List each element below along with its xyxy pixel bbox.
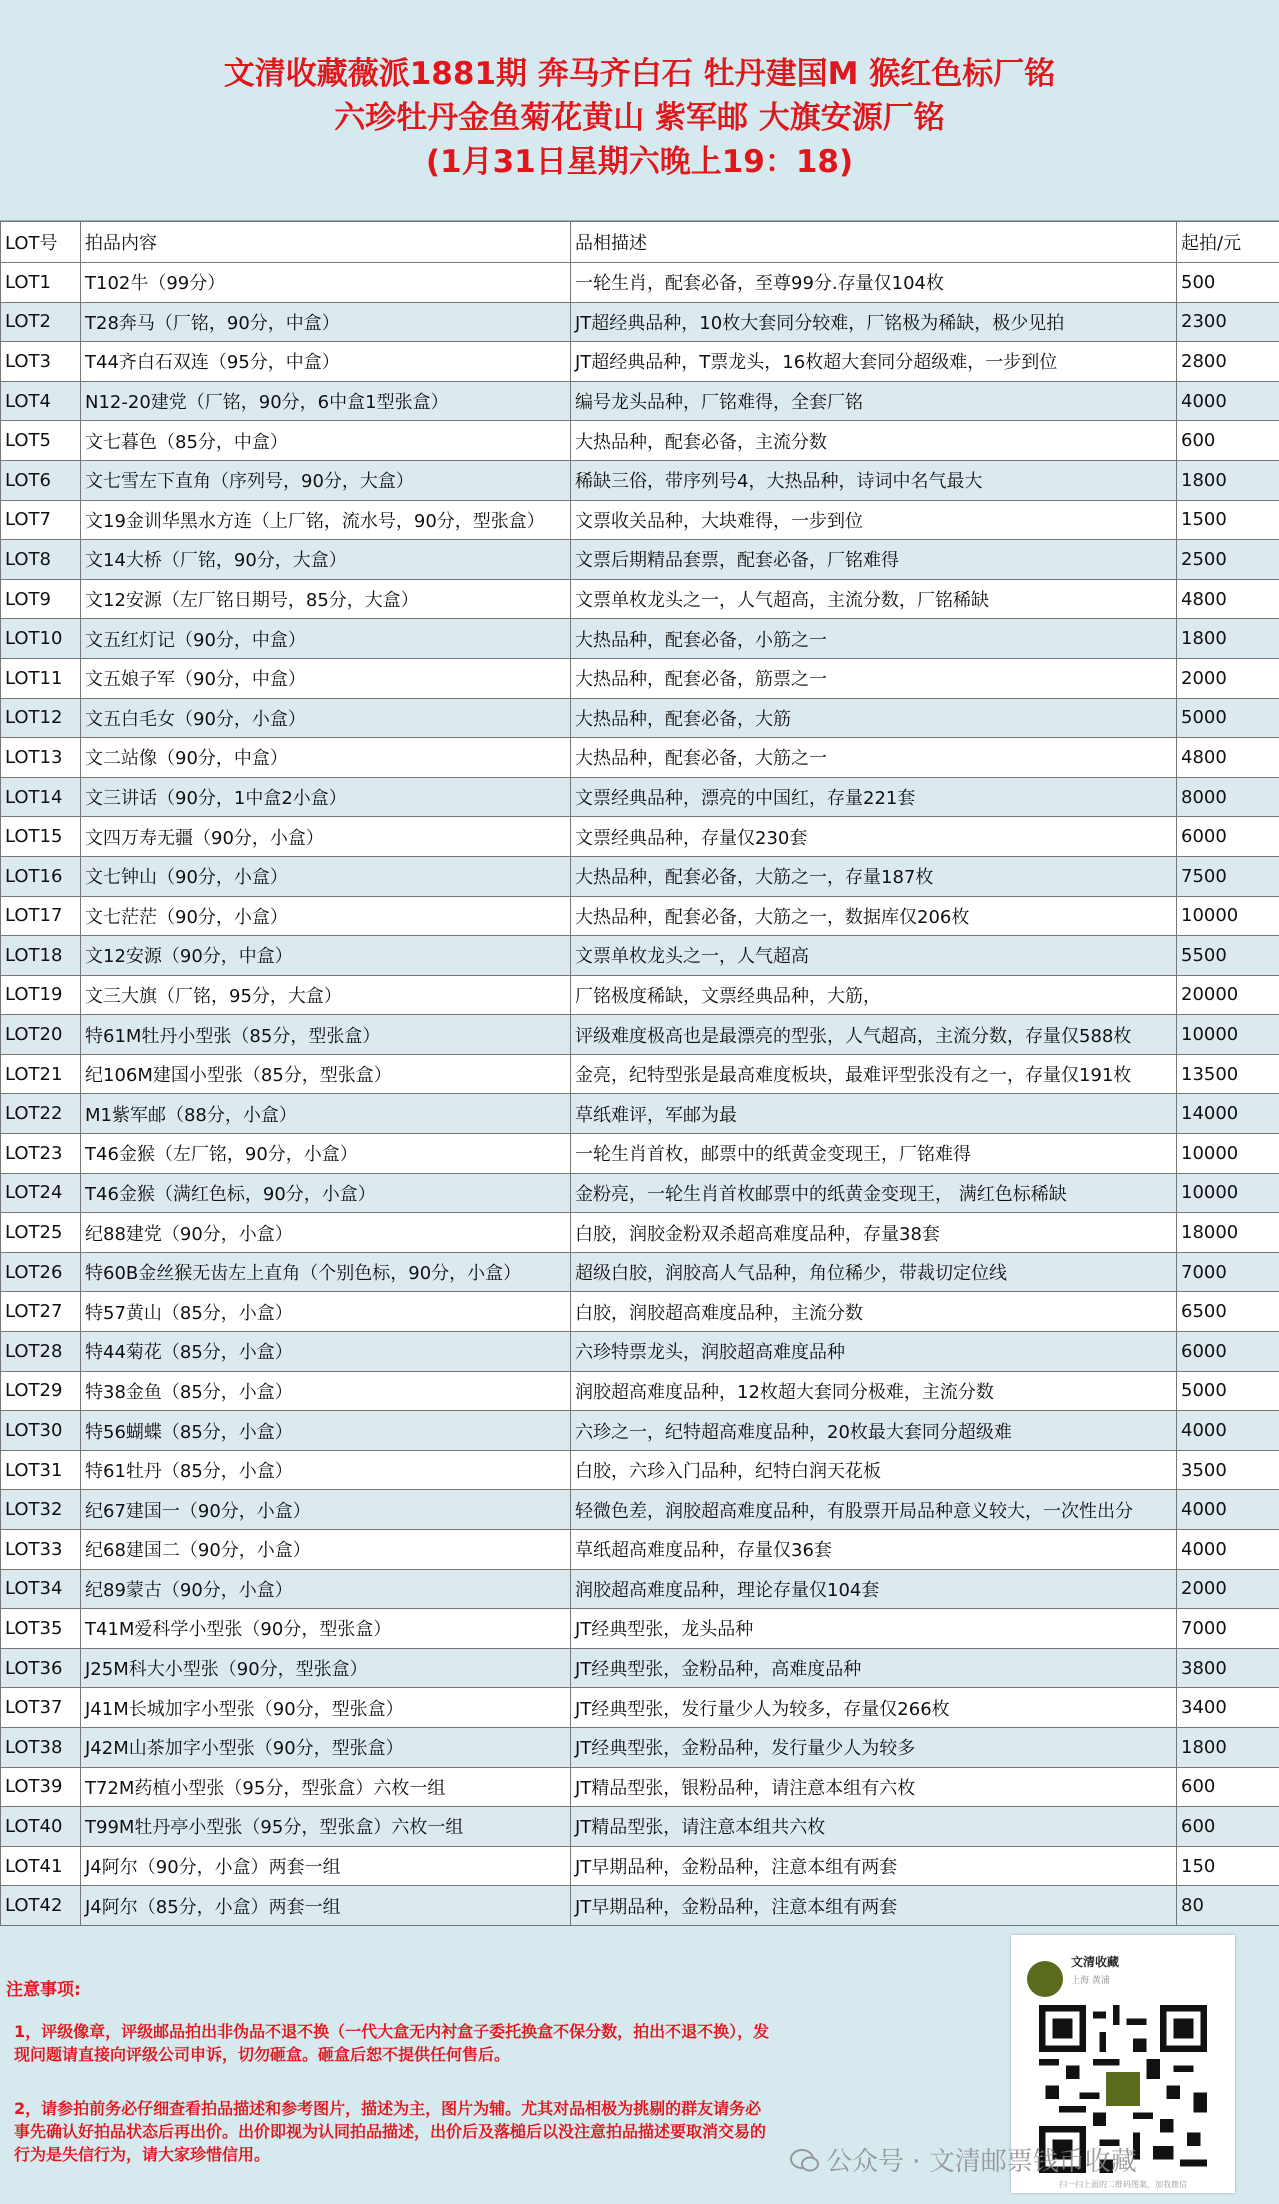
lot-content-cell: 特57黄山（85分，小盒） (81, 1292, 571, 1332)
lot-number-cell: LOT4 (1, 381, 81, 421)
lot-content-cell: N12-20建党（厂铭，90分，6中盒1型张盒） (81, 381, 571, 421)
lot-price-cell: 4800 (1177, 579, 1279, 619)
lot-content-cell: 特61牡丹（85分，小盒） (81, 1450, 571, 1490)
lot-description-cell: 大热品种，配套必备，大筋之一 (571, 738, 1177, 778)
lot-description-cell: 白胶，润胶超高难度品种，主流分数 (571, 1292, 1177, 1332)
table-row (1, 1054, 1279, 1094)
lot-price-cell: 3400 (1177, 1688, 1279, 1728)
table-row (1, 540, 1279, 580)
table-row (1, 1411, 1279, 1451)
lot-price-cell: 10000 (1177, 1015, 1279, 1055)
lot-number-cell: LOT2 (1, 302, 81, 342)
lot-number-cell: LOT8 (1, 540, 81, 580)
table-row (1, 1767, 1279, 1807)
lot-content-cell: 纪88建党（90分，小盒） (81, 1213, 571, 1253)
lot-price-cell: 2000 (1177, 658, 1279, 698)
lot-price-cell: 3800 (1177, 1648, 1279, 1688)
lot-number-cell: LOT36 (1, 1648, 81, 1688)
lot-price-cell: 10000 (1177, 1134, 1279, 1174)
lot-price-cell: 13500 (1177, 1054, 1279, 1094)
lot-price-cell: 8000 (1177, 777, 1279, 817)
lot-price-cell: 4000 (1177, 1530, 1279, 1570)
lot-content-cell: T28奔马（厂铭，90分，中盒） (81, 302, 571, 342)
lot-number-cell: LOT18 (1, 936, 81, 976)
lot-content-cell: 纪89蒙古（90分，小盒） (81, 1569, 571, 1609)
lot-number-cell: LOT27 (1, 1292, 81, 1332)
lot-description-cell: 金粉亮，一轮生肖首枚邮票中的纸黄金变现王， 满红色标稀缺 (571, 1173, 1177, 1213)
table-row (1, 579, 1279, 619)
lot-price-cell: 4000 (1177, 1411, 1279, 1451)
notes-section (0, 1927, 1279, 2204)
lot-content-cell: T99M牡丹亭小型张（95分，型张盒）六枚一组 (81, 1807, 571, 1847)
lot-description-cell: JT早期品种，金粉品种，注意本组有两套 (571, 1846, 1177, 1886)
lot-number-cell: LOT1 (1, 263, 81, 303)
lot-number-cell: LOT29 (1, 1371, 81, 1411)
lot-number-cell: LOT16 (1, 856, 81, 896)
table-row (1, 1609, 1279, 1649)
lot-description-cell: JT超经典品种，T票龙头，16枚超大套同分超级难，一步到位 (571, 342, 1177, 382)
table-row (1, 1846, 1279, 1886)
lot-price-cell: 2300 (1177, 302, 1279, 342)
lot-number-cell: LOT14 (1, 777, 81, 817)
lot-description-cell: 六珍特票龙头，润胶超高难度品种 (571, 1332, 1177, 1372)
lot-number-cell: LOT24 (1, 1173, 81, 1213)
lot-price-cell: 4000 (1177, 1490, 1279, 1530)
lot-content-cell: J42M山茶加字小型张（90分，型张盒） (81, 1727, 571, 1767)
lot-description-cell: 文票经典品种，漂亮的中国红，存量221套 (571, 777, 1177, 817)
lot-content-cell: M1紫军邮（88分，小盒） (81, 1094, 571, 1134)
table-row (1, 619, 1279, 659)
lot-price-cell: 600 (1177, 1767, 1279, 1807)
lot-content-cell: 纪106M建国小型张（85分，型张盒） (81, 1054, 571, 1094)
lot-number-cell: LOT3 (1, 342, 81, 382)
lot-content-cell: 特44菊花（85分，小盒） (81, 1332, 571, 1372)
lot-price-cell: 3500 (1177, 1450, 1279, 1490)
lot-number-cell: LOT25 (1, 1213, 81, 1253)
lot-price-cell: 7500 (1177, 856, 1279, 896)
lot-description-cell: 金亮，纪特型张是最高难度板块，最难评型张没有之一，存量仅191枚 (571, 1054, 1177, 1094)
lot-content-cell: 文12安源（左厂铭日期号，85分，大盒） (81, 579, 571, 619)
lot-description-cell: JT精品型张，银粉品种，请注意本组有六枚 (571, 1767, 1177, 1807)
table-row (1, 856, 1279, 896)
lot-price-cell: 1800 (1177, 1727, 1279, 1767)
lot-content-cell: 文19金训华黑水方连（上厂铭，流水号，90分，型张盒） (81, 500, 571, 540)
lot-price-cell: 6000 (1177, 817, 1279, 857)
lot-price-cell: 14000 (1177, 1094, 1279, 1134)
lot-content-cell: 文五红灯记（90分，中盒） (81, 619, 571, 659)
lot-content-cell: T102牛（99分） (81, 263, 571, 303)
lot-price-cell: 1800 (1177, 619, 1279, 659)
lot-price-cell: 150 (1177, 1846, 1279, 1886)
column-header-lot: LOT号 (1, 222, 81, 263)
lot-description-cell: 润胶超高难度品种，12枚超大套同分极难，主流分数 (571, 1371, 1177, 1411)
table-row (1, 1530, 1279, 1570)
lot-table (0, 221, 1279, 1926)
lot-content-cell: T46金猴（左厂铭，90分，小盒） (81, 1134, 571, 1174)
lot-price-cell: 2000 (1177, 1569, 1279, 1609)
table-row (1, 342, 1279, 382)
lot-content-cell: 文五白毛女（90分，小盒） (81, 698, 571, 738)
lot-content-cell: J41M长城加字小型张（90分，型张盒） (81, 1688, 571, 1728)
lot-description-cell: 文票后期精品套票，配套必备，厂铭难得 (571, 540, 1177, 580)
lot-description-cell: 大热品种，配套必备，大筋之一，存量187枚 (571, 856, 1177, 896)
lot-price-cell: 10000 (1177, 896, 1279, 936)
lot-content-cell: 文二站像（90分，中盒） (81, 738, 571, 778)
lot-content-cell: 特56蝴蝶（85分，小盒） (81, 1411, 571, 1451)
lot-description-cell: 草纸难评，军邮为最 (571, 1094, 1177, 1134)
watermark (790, 2141, 1137, 2178)
lot-number-cell: LOT11 (1, 658, 81, 698)
lot-description-cell: 大热品种，配套必备，大筋之一，数据库仅206枚 (571, 896, 1177, 936)
lot-description-cell: 文票单枚龙头之一，人气超高，主流分数，厂铭稀缺 (571, 579, 1177, 619)
lot-number-cell: LOT38 (1, 1727, 81, 1767)
table-row (1, 896, 1279, 936)
lot-price-cell: 18000 (1177, 1213, 1279, 1253)
table-row (1, 1332, 1279, 1372)
lot-content-cell: 纪67建国一（90分，小盒） (81, 1490, 571, 1530)
lot-content-cell: J4阿尔（85分，小盒）两套一组 (81, 1886, 571, 1926)
lot-number-cell: LOT39 (1, 1767, 81, 1807)
lot-price-cell: 1800 (1177, 460, 1279, 500)
lot-price-cell: 2500 (1177, 540, 1279, 580)
table-row (1, 777, 1279, 817)
lot-number-cell: LOT5 (1, 421, 81, 461)
lot-description-cell: 大热品种，配套必备，小筋之一 (571, 619, 1177, 659)
lot-number-cell: LOT17 (1, 896, 81, 936)
qr-caption: 扫一扫上面的二维码图案，加我微信 (1059, 2180, 1187, 2189)
title-line-1: 文清收藏薇派1881期 奔马齐白石 牡丹建国M 猴红色标厂铭 (223, 56, 1056, 92)
table-row (1, 1807, 1279, 1847)
note-2: 2，请参拍前务必仔细查看拍品描述和参考图片，描述为主，图片为辅。尤其对品相极为挑剔的群友请务必事先确认好拍品状态后再出价。出价即视为认同拍品描述，出价后及落槌后以没注意拍品描述要取消交易的行为是失信行为，请大家珍惜信用。 (14, 2099, 767, 2164)
lot-description-cell: 文票经典品种，存量仅230套 (571, 817, 1177, 857)
table-row (1, 381, 1279, 421)
table-header-row (1, 222, 1279, 263)
lot-price-cell: 600 (1177, 421, 1279, 461)
lot-content-cell: 文五娘子军（90分，中盒） (81, 658, 571, 698)
lot-description-cell: JT经典型张，龙头品种 (571, 1609, 1177, 1649)
lot-content-cell: 文七暮色（85分，中盒） (81, 421, 571, 461)
lot-number-cell: LOT28 (1, 1332, 81, 1372)
table-row (1, 817, 1279, 857)
lot-content-cell: 纪68建国二（90分，小盒） (81, 1530, 571, 1570)
table-row (1, 1450, 1279, 1490)
lot-number-cell: LOT19 (1, 975, 81, 1015)
lot-description-cell: 白胶，六珍入门品种，纪特白润天花板 (571, 1450, 1177, 1490)
lot-price-cell: 80 (1177, 1886, 1279, 1926)
table-row (1, 738, 1279, 778)
title-line-2: 六珍牡丹金鱼菊花黄山 紫军邮 大旗安源厂铭 (334, 100, 945, 136)
table-row (1, 936, 1279, 976)
lot-content-cell: 文七茫茫（90分，小盒） (81, 896, 571, 936)
table-row (1, 1213, 1279, 1253)
lot-number-cell: LOT35 (1, 1609, 81, 1649)
lot-number-cell: LOT7 (1, 500, 81, 540)
lot-price-cell: 5500 (1177, 936, 1279, 976)
lot-price-cell: 20000 (1177, 975, 1279, 1015)
lot-number-cell: LOT37 (1, 1688, 81, 1728)
lot-number-cell: LOT31 (1, 1450, 81, 1490)
lot-number-cell: LOT13 (1, 738, 81, 778)
table-row (1, 1094, 1279, 1134)
lot-content-cell: 特61M牡丹小型张（85分，型张盒） (81, 1015, 571, 1055)
table-row (1, 1015, 1279, 1055)
column-header-start-price: 起拍/元 (1177, 222, 1279, 263)
lot-content-cell: 特38金鱼（85分，小盒） (81, 1371, 571, 1411)
lot-number-cell: LOT15 (1, 817, 81, 857)
lot-price-cell: 600 (1177, 1807, 1279, 1847)
lot-description-cell: 编号龙头品种，厂铭难得，全套厂铭 (571, 381, 1177, 421)
lot-description-cell: JT经典型张，金粉品种，发行量少人为较多 (571, 1727, 1177, 1767)
lot-description-cell: 厂铭极度稀缺，文票经典品种，大筋， (571, 975, 1177, 1015)
lot-price-cell: 5000 (1177, 698, 1279, 738)
lot-description-cell: 六珍之一，纪特超高难度品种，20枚最大套同分超级难 (571, 1411, 1177, 1451)
table-row (1, 1688, 1279, 1728)
table-row (1, 1886, 1279, 1926)
lot-content-cell: T41M爱科学小型张（90分，型张盒） (81, 1609, 571, 1649)
table-row (1, 421, 1279, 461)
lot-description-cell: 大热品种，配套必备，筋票之一 (571, 658, 1177, 698)
lot-description-cell: JT精品型张，请注意本组共六枚 (571, 1807, 1177, 1847)
qr-account-name: 文清收藏 (1071, 1955, 1120, 1969)
lot-number-cell: LOT21 (1, 1054, 81, 1094)
lot-content-cell: J25M科大小型张（90分，型张盒） (81, 1648, 571, 1688)
lot-number-cell: LOT26 (1, 1252, 81, 1292)
lot-price-cell: 5000 (1177, 1371, 1279, 1411)
lot-description-cell: 大热品种，配套必备，主流分数 (571, 421, 1177, 461)
lot-description-cell: JT超经典品种，10枚大套同分较难，厂铭极为稀缺，极少见拍 (571, 302, 1177, 342)
table-row (1, 263, 1279, 303)
lot-number-cell: LOT33 (1, 1530, 81, 1570)
lot-content-cell: 文12安源（90分，中盒） (81, 936, 571, 976)
lot-number-cell: LOT40 (1, 1807, 81, 1847)
lot-number-cell: LOT9 (1, 579, 81, 619)
lot-content-cell: 文七钟山（90分，小盒） (81, 856, 571, 896)
lot-description-cell: JT早期品种，金粉品种，注意本组有两套 (571, 1886, 1177, 1926)
lot-description-cell: 文票收关品种，大块难得，一步到位 (571, 500, 1177, 540)
column-header-content: 拍品内容 (81, 222, 571, 263)
lot-price-cell: 6000 (1177, 1332, 1279, 1372)
table-row (1, 1371, 1279, 1411)
lot-content-cell: 文四万寿无疆（90分，小盒） (81, 817, 571, 857)
table-row (1, 1490, 1279, 1530)
table-row (1, 1727, 1279, 1767)
lot-number-cell: LOT30 (1, 1411, 81, 1451)
lot-number-cell: LOT32 (1, 1490, 81, 1530)
lot-description-cell: 文票单枚龙头之一，人气超高 (571, 936, 1177, 976)
lot-number-cell: LOT34 (1, 1569, 81, 1609)
table-row (1, 500, 1279, 540)
lot-price-cell: 2800 (1177, 342, 1279, 382)
column-header-description: 品相描述 (571, 222, 1177, 263)
lot-description-cell: 轻微色差，润胶超高难度品种，有股票开局品种意义较大，一次性出分 (571, 1490, 1177, 1530)
lot-content-cell: 文14大桥（厂铭，90分，大盒） (81, 540, 571, 580)
qr-location: 上海 黄浦 (1071, 1976, 1110, 1986)
page-header (0, 0, 1279, 221)
table-row (1, 1292, 1279, 1332)
lot-number-cell: LOT41 (1, 1846, 81, 1886)
lot-number-cell: LOT12 (1, 698, 81, 738)
table-row (1, 1134, 1279, 1174)
table-row (1, 1173, 1279, 1213)
lot-number-cell: LOT22 (1, 1094, 81, 1134)
table-row (1, 698, 1279, 738)
lot-description-cell: 超级白胶，润胶高人气品种，角位稀少，带裁切定位线 (571, 1252, 1177, 1292)
lot-price-cell: 7000 (1177, 1252, 1279, 1292)
table-row (1, 975, 1279, 1015)
lot-number-cell: LOT23 (1, 1134, 81, 1174)
lot-description-cell: JT经典型张，金粉品种，高难度品种 (571, 1648, 1177, 1688)
lot-description-cell: 草纸超高难度品种，存量仅36套 (571, 1530, 1177, 1570)
table-row (1, 302, 1279, 342)
lot-price-cell: 4000 (1177, 381, 1279, 421)
lot-number-cell: LOT10 (1, 619, 81, 659)
lot-content-cell: T72M药植小型张（95分，型张盒）六枚一组 (81, 1767, 571, 1807)
wechat-icon (790, 2149, 820, 2173)
watermark-text: 公众号 · 文清邮票钱币收藏 (826, 2147, 1137, 2177)
lot-price-cell: 6500 (1177, 1292, 1279, 1332)
lot-description-cell: 大热品种，配套必备，大筋 (571, 698, 1177, 738)
lot-price-cell: 4800 (1177, 738, 1279, 778)
lot-description-cell: 白胶，润胶金粉双杀超高难度品种，存量38套 (571, 1213, 1177, 1253)
lot-description-cell: 一轮生肖首枚，邮票中的纸黄金变现王，厂铭难得 (571, 1134, 1177, 1174)
lot-content-cell: T44齐白石双连（95分，中盒） (81, 342, 571, 382)
lot-price-cell: 10000 (1177, 1173, 1279, 1213)
lot-number-cell: LOT6 (1, 460, 81, 500)
lot-description-cell: JT经典型张，发行量少人为较多，存量仅266枚 (571, 1688, 1177, 1728)
table-row (1, 1252, 1279, 1292)
lot-number-cell: LOT20 (1, 1015, 81, 1055)
lot-content-cell: 文七雪左下直角（序列号，90分，大盒） (81, 460, 571, 500)
lot-description-cell: 稀缺三俗，带序列号4，大热品种，诗词中名气最大 (571, 460, 1177, 500)
lot-price-cell: 7000 (1177, 1609, 1279, 1649)
notes-title: 注意事项: (6, 1980, 81, 2000)
lot-description-cell: 润胶超高难度品种，理论存量仅104套 (571, 1569, 1177, 1609)
lot-price-cell: 500 (1177, 263, 1279, 303)
lot-description-cell: 一轮生肖，配套必备，至尊99分.存量仅104枚 (571, 263, 1177, 303)
note-1: 1，评级像章，评级邮品拍出非伪品不退不换（一代大盒无内衬盒子委托换盒不保分数，拍出不退不换），发现问题请直接向评级公司申诉，切勿砸盒。砸盒后恕不提供任何售后。 (14, 2022, 770, 2064)
title-line-3: (1月31日星期六晚上19：18) (425, 144, 854, 180)
logo-icon (1027, 1961, 1063, 1997)
lot-content-cell: 文三大旗（厂铭，95分，大盒） (81, 975, 571, 1015)
lot-content-cell: 特60B金丝猴无齿左上直角（个别色标，90分，小盒） (81, 1252, 571, 1292)
table-row (1, 658, 1279, 698)
lot-content-cell: J4阿尔（90分，小盒）两套一组 (81, 1846, 571, 1886)
lot-content-cell: T46金猴（满红色标，90分，小盒） (81, 1173, 571, 1213)
lot-number-cell: LOT42 (1, 1886, 81, 1926)
table-row (1, 1648, 1279, 1688)
table-row (1, 1569, 1279, 1609)
lot-price-cell: 1500 (1177, 500, 1279, 540)
table-row (1, 460, 1279, 500)
lot-content-cell: 文三讲话（90分，1中盒2小盒） (81, 777, 571, 817)
lot-description-cell: 评级难度极高也是最漂亮的型张，人气超高，主流分数，存量仅588枚 (571, 1015, 1177, 1055)
